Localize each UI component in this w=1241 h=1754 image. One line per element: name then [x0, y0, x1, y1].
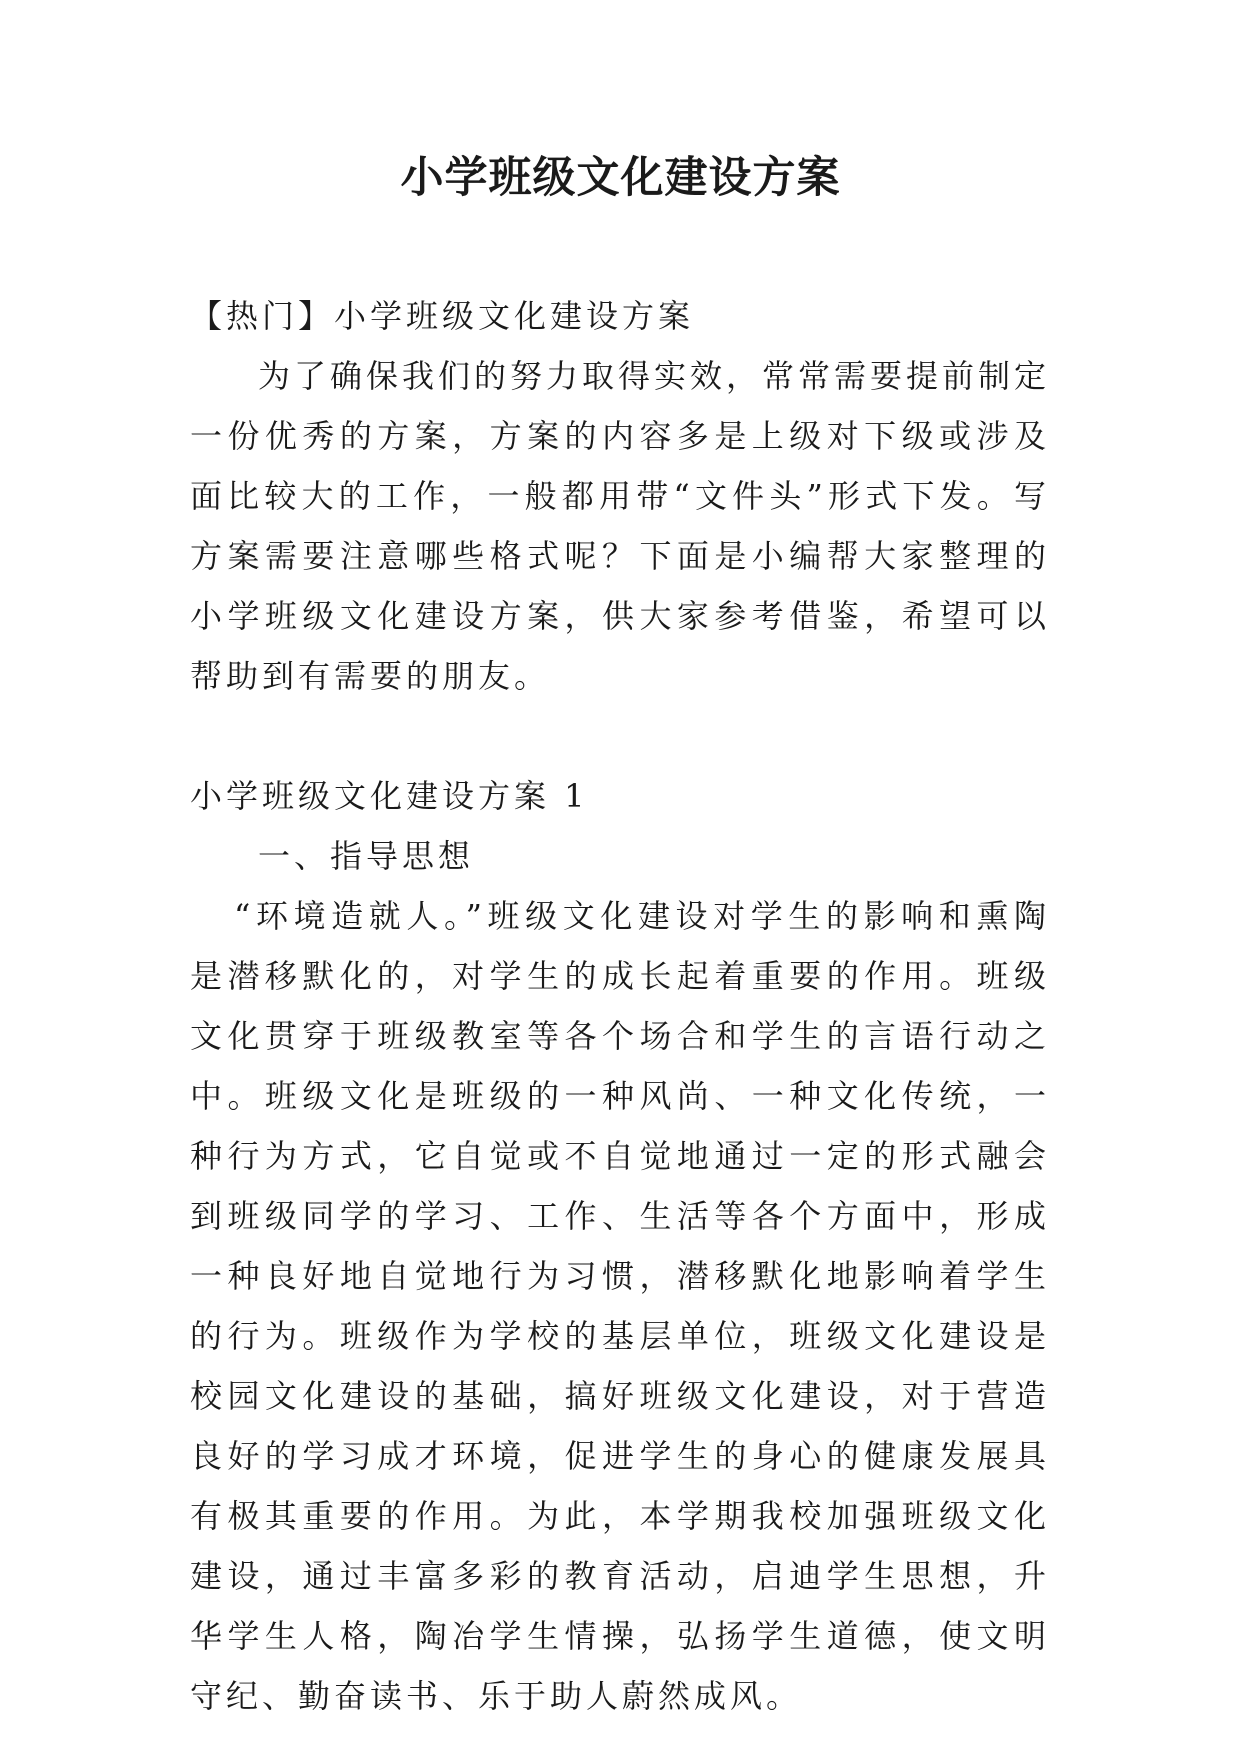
document-title: 小学班级文化建设方案 [400, 153, 841, 203]
lead-line: 【热门】小学班级文化建设方案 [190, 297, 695, 335]
intro-paragraph: 为了确保我们的努力取得实效，常常需要提前制定一份优秀的方案，方案的内容多是上级对下级或涉及面比较大的工作，一般都用带“文件头”形式下发。写方案需要注意哪些格式呢？下面是小编帮大家整理的小学班级文化建设方案，供大家参考借鉴，希望可以帮助到有需要的朋友。 [190, 357, 1051, 695]
subsection-heading: 一、指导思想 [258, 837, 475, 875]
body-paragraph: “环境造就人。”班级文化建设对学生的影响和熏陶是潜移默化的，对学生的成长起着重要的作用。班级文化贯穿于班级教室等各个场合和学生的言语行动之中。班级文化是班级的一种风尚、一种文化传统，一种行为方式，它自觉或不自觉地通过一定的形式融会到班级同学的学习、工作、生活等各个方面中，形成一种良好地自觉地行为习惯，潜移默化地影响着学生的行为。班级作为学校的基层单位，班级文化建设是校园文化建设的基础，搞好班级文化建设，对于营造良好的学习成才环境，促进学生的身心的健康发展具有极其重要的作用。为此，本学期我校加强班级文化建设，通过丰富多彩的教育活动，启迪学生思想，升华学生人格，陶冶学生情操，弘扬学生道德，使文明守纪、勤奋读书、乐于助人蔚然成风。 [190, 897, 1050, 1715]
document-body [190, 286, 1050, 1726]
section-title: 小学班级文化建设方案 1 [190, 777, 589, 815]
